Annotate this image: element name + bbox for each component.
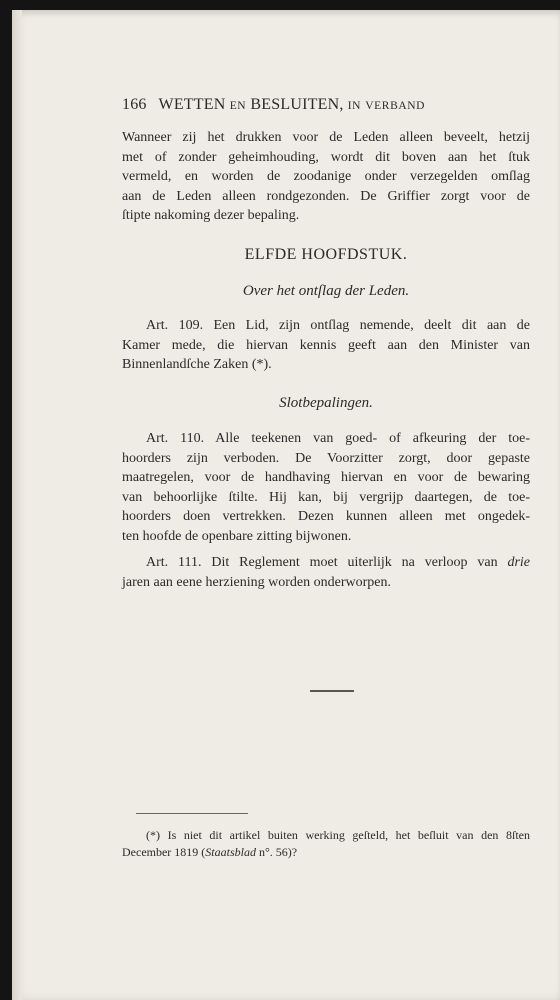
text-line: Wanneer zij het drukken voor de Leden alleen beveelt, hetzij [122, 130, 530, 145]
text-line: jaren aan eene herziening worden onderworpen. [122, 574, 391, 590]
book-page [12, 10, 560, 1000]
header-title-in: IN [347, 100, 362, 112]
chapter-subtitle: Over het ontſlag der Leden. [242, 283, 410, 299]
text-line: ten hoofde de openbare zitting bijwonen. [122, 528, 352, 544]
text-line: hoorders zijn verboden. De Voorzitter zorgt, door gepaste [122, 450, 530, 466]
text-line: van behoorlijke ſtilte. Hij kan, bij vergrijp daartegen, de toe- [122, 489, 530, 505]
text-line: ſtipte nakoming dezer bepaling. [122, 208, 300, 223]
text-segment: Art. 111. Dit Reglement moet uiterlijk na verloop van [146, 555, 508, 570]
header-title-verband: VERBAND [365, 100, 426, 112]
footnote-rule [136, 813, 248, 814]
text-line: Binnenlandſche Zaken (*). [122, 357, 272, 372]
text-segment-italic: drie [507, 555, 530, 570]
header-title-besluiten: BESLUITEN, [250, 96, 344, 113]
text-line: hoorders doen vertrekken. Dezen kunnen alleen met ongedek- [122, 509, 530, 524]
text-line: aan de Leden alleen rondgezonden. De Griffier zorgt voor de [122, 188, 530, 204]
chapter-title: ELFDE HOOFDSTUK. [244, 246, 408, 263]
running-header [122, 96, 532, 114]
footnote-line [122, 844, 530, 861]
text-line: Art. 109. Een Lid, zijn ontſlag nemende, deelt dit aan de [146, 318, 530, 333]
article-110 [122, 429, 530, 546]
text-line: maatregelen, voor de handhaving hiervan en voor de bewaring [122, 470, 530, 485]
text-segment-italic: Staatsblad [205, 845, 256, 859]
page-number: 166 [122, 96, 147, 113]
text-line: met of zonder geheimhouding, wordt dit boven aan het ſtuk [122, 149, 530, 165]
text-segment: December 1819 ( [122, 845, 206, 859]
page-spine-shadow [12, 10, 22, 1000]
footnote-line: (*) Is niet dit artikel buiten werking geſteld, het beſluit van den 8ſten [146, 828, 530, 842]
text-line [122, 553, 530, 573]
text-segment: n°. 56)? [255, 845, 298, 859]
header-title-wetten: WETTEN [158, 96, 226, 113]
header-title-en: EN [229, 100, 247, 112]
text-line: vermeld, en worden de zoodanige onder verzegelden omſlag [122, 169, 530, 184]
section-title-slotbepalingen: Slotbepalingen. [279, 395, 373, 411]
text-line: Art. 110. Alle teekenen van goed- of afkeuring der toe- [146, 431, 530, 446]
article-109 [122, 316, 530, 375]
section-divider [310, 690, 354, 692]
paragraph-printing [122, 128, 530, 226]
footnote [122, 827, 530, 861]
article-111 [122, 553, 530, 592]
text-line: Kamer mede, die hiervan kennis geeft aan den Minister van [122, 337, 530, 353]
